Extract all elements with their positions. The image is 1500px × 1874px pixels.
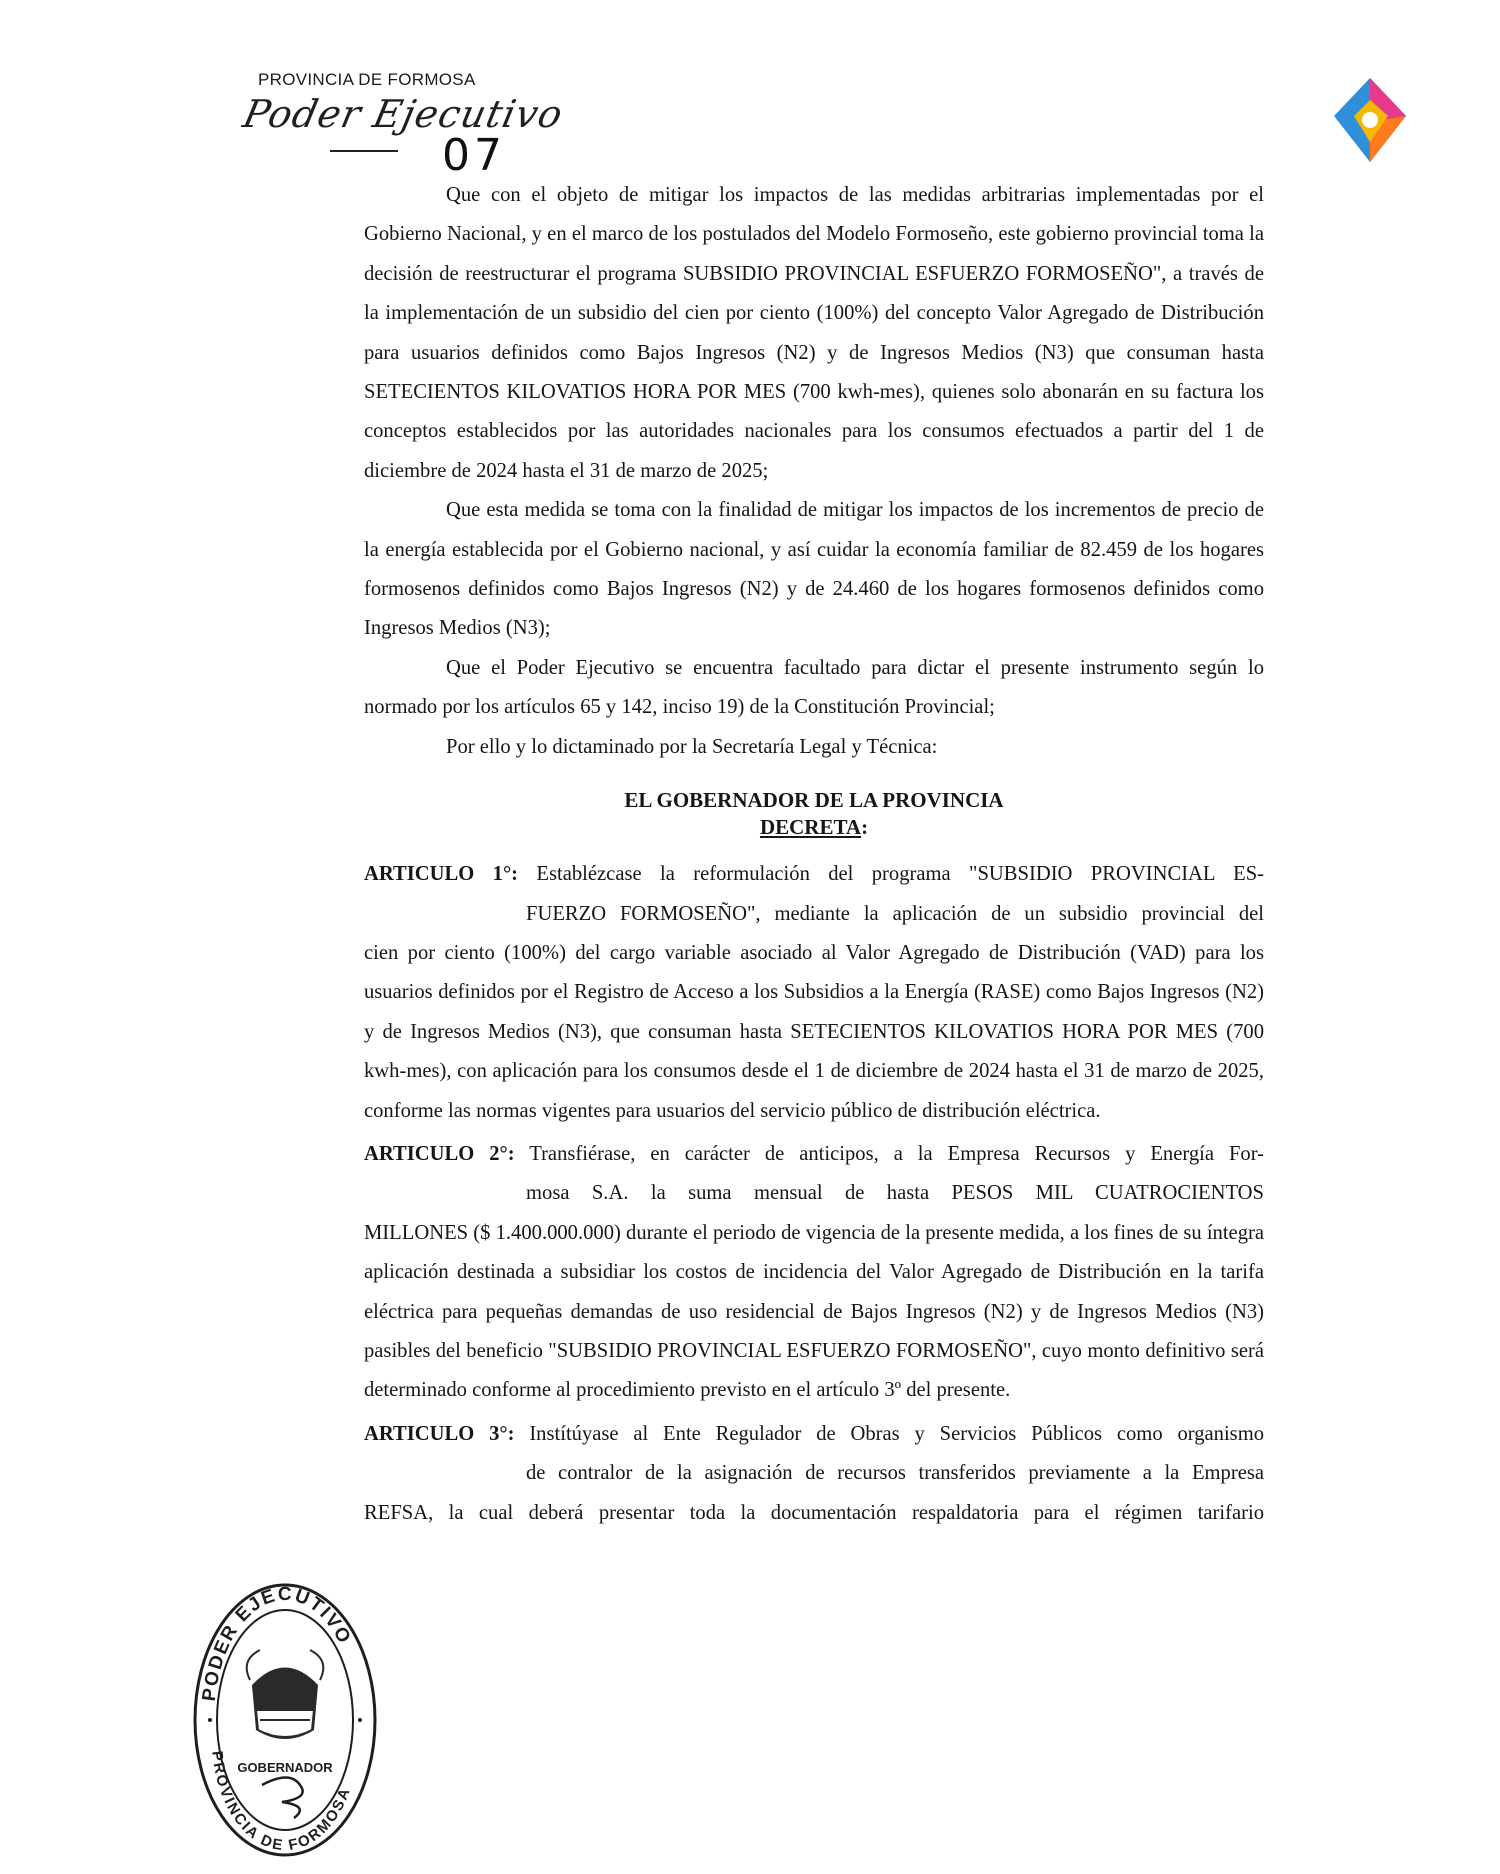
article-second-line: mosa S.A. la suma mensual de hasta PESOS MIL CUATROCIENTOS xyxy=(526,1182,1264,1205)
article-3 xyxy=(364,1415,1264,1533)
article-1 xyxy=(364,855,1264,1131)
article-second-line: de contralor de la asignación de recursos transferidos previamente a la Empresa xyxy=(526,1462,1264,1485)
article-title: ARTICULO 1°: xyxy=(364,863,519,886)
handwritten-signature xyxy=(262,1778,303,1819)
considerando-paragraph: Que el Poder Ejecutivo se encuentra facultado para dictar el presente instrumento según lo normado por los artículos 65 y 142, inciso 19) de la Constitución Provincial; xyxy=(364,656,1264,719)
coat-of-arms-icon xyxy=(247,1650,324,1739)
article-body: REFSA, la cual deberá presentar toda la documentación respaldatoria para el régimen tarifario xyxy=(364,1501,1264,1524)
poder-ejecutivo-title: Poder Ejecutivo xyxy=(239,92,568,136)
decree-body xyxy=(364,176,1264,1533)
seal-bottom-text: PROVINCIA DE FORMOSA xyxy=(208,1750,355,1855)
article-body: MILLONES ($ 1.400.000.000) durante el periodo de vigencia de la presente medida, a los fines de su íntegra aplicación destinada a subsidiar los costos de incidencia del Valor Agregado de Distribución en la tarifa eléctrica para pequeñas demandas de uso residencial de Bajos Ingresos (N2) y de Ingresos Medios (N3) pasibles del beneficio "SUBSIDIO PROVINCIAL ESFUERZO FORMOSEÑO", cuyo monto definitivo será determinado conforme al procedimiento previsto en el artículo 3º del presente. xyxy=(364,1221,1264,1402)
decreta-heading xyxy=(364,814,1264,841)
official-seal-stamp xyxy=(190,1580,380,1860)
formosa-diamond-logo-icon xyxy=(1332,76,1408,164)
page-number: 07 xyxy=(442,130,506,181)
article-body: cien por ciento (100%) del cargo variable asociado al Valor Agregado de Distribución (VAD) para los usuarios definidos por el Registro de Acceso a los Subsidios a la Energía (RASE) como Bajos Ingresos (N2) y de Ingresos Medios (N3), que consuman hasta SETECIENTOS KILOVATIOS HORA POR MES (700 kwh-mes), con aplicación para los consumos desde el 1 de diciembre de 2024 hasta el 31 de marzo de 2025, conforme las normas vigentes para usuarios del servicio público de distribución eléctrica. xyxy=(364,941,1264,1122)
considerando-paragraph: Que esta medida se toma con la finalidad de mitigar los impactos de los incrementos de precio de la energía establecida por el Gobierno nacional, y así cuidar la economía familiar de 82.459 de los hogares formosenos definidos como Bajos Ingresos (N2) y de 24.460 de los hogares formosenos definidos como Ingresos Medios (N3); xyxy=(364,499,1264,640)
province-name: PROVINCIA DE FORMOSA xyxy=(258,70,476,89)
article-second-line: FUERZO FORMOSEÑO", mediante la aplicación de un subsidio provincial del xyxy=(526,902,1264,925)
decree-heading xyxy=(364,787,1264,841)
article-first-line: Transfiérase, en carácter de anticipos, a la Empresa Recursos y Energía For- xyxy=(514,1142,1265,1165)
article-first-line: Establézcase la reformulación del programa "SUBSIDIO PROVINCIAL ES- xyxy=(518,863,1265,886)
article-first-line: Instítúyase al Ente Regulador de Obras y Servicios Públicos como organismo xyxy=(514,1422,1265,1445)
decreta-colon: : xyxy=(861,815,869,840)
article-title: ARTICULO 3°: xyxy=(364,1422,515,1445)
article-2 xyxy=(364,1135,1264,1411)
seal-middle-text: GOBERNADOR xyxy=(237,1760,333,1775)
decreta-word: DECRETA xyxy=(759,815,862,840)
governor-heading: EL GOBERNADOR DE LA PROVINCIA xyxy=(624,788,1004,813)
closing-paragraph: Por ello y lo dictaminado por la Secretaría Legal y Técnica: xyxy=(446,735,938,758)
seal-top-text: PODER EJECUTIVO xyxy=(198,1583,356,1703)
considerando-paragraph: Que con el objeto de mitigar los impactos de las medidas arbitrarias implementadas por el Gobierno Nacional, y en el marco de los postulados del Modelo Formoseño, este gobierno provincial toma la decisión de reestructurar el programa SUBSIDIO PROVINCIAL ESFUERZO FORMOSEÑO", a través de la implementación de un subsidio del cien por ciento (100%) del concepto Valor Agregado de Distribución para usuarios definidos como Bajos Ingresos (N2) y de Ingresos Medios (N3) que consuman hasta SETECIENTOS KILOVATIOS HORA POR MES (700 kwh-mes), quienes solo abonarán en su factura los conceptos establecidos por las autoridades nacionales para los consumos efectuados a partir del 1 de diciembre de 2024 hasta el 31 de marzo de 2025; xyxy=(364,184,1264,482)
header-rule xyxy=(330,150,398,152)
article-title: ARTICULO 2°: xyxy=(364,1142,515,1165)
